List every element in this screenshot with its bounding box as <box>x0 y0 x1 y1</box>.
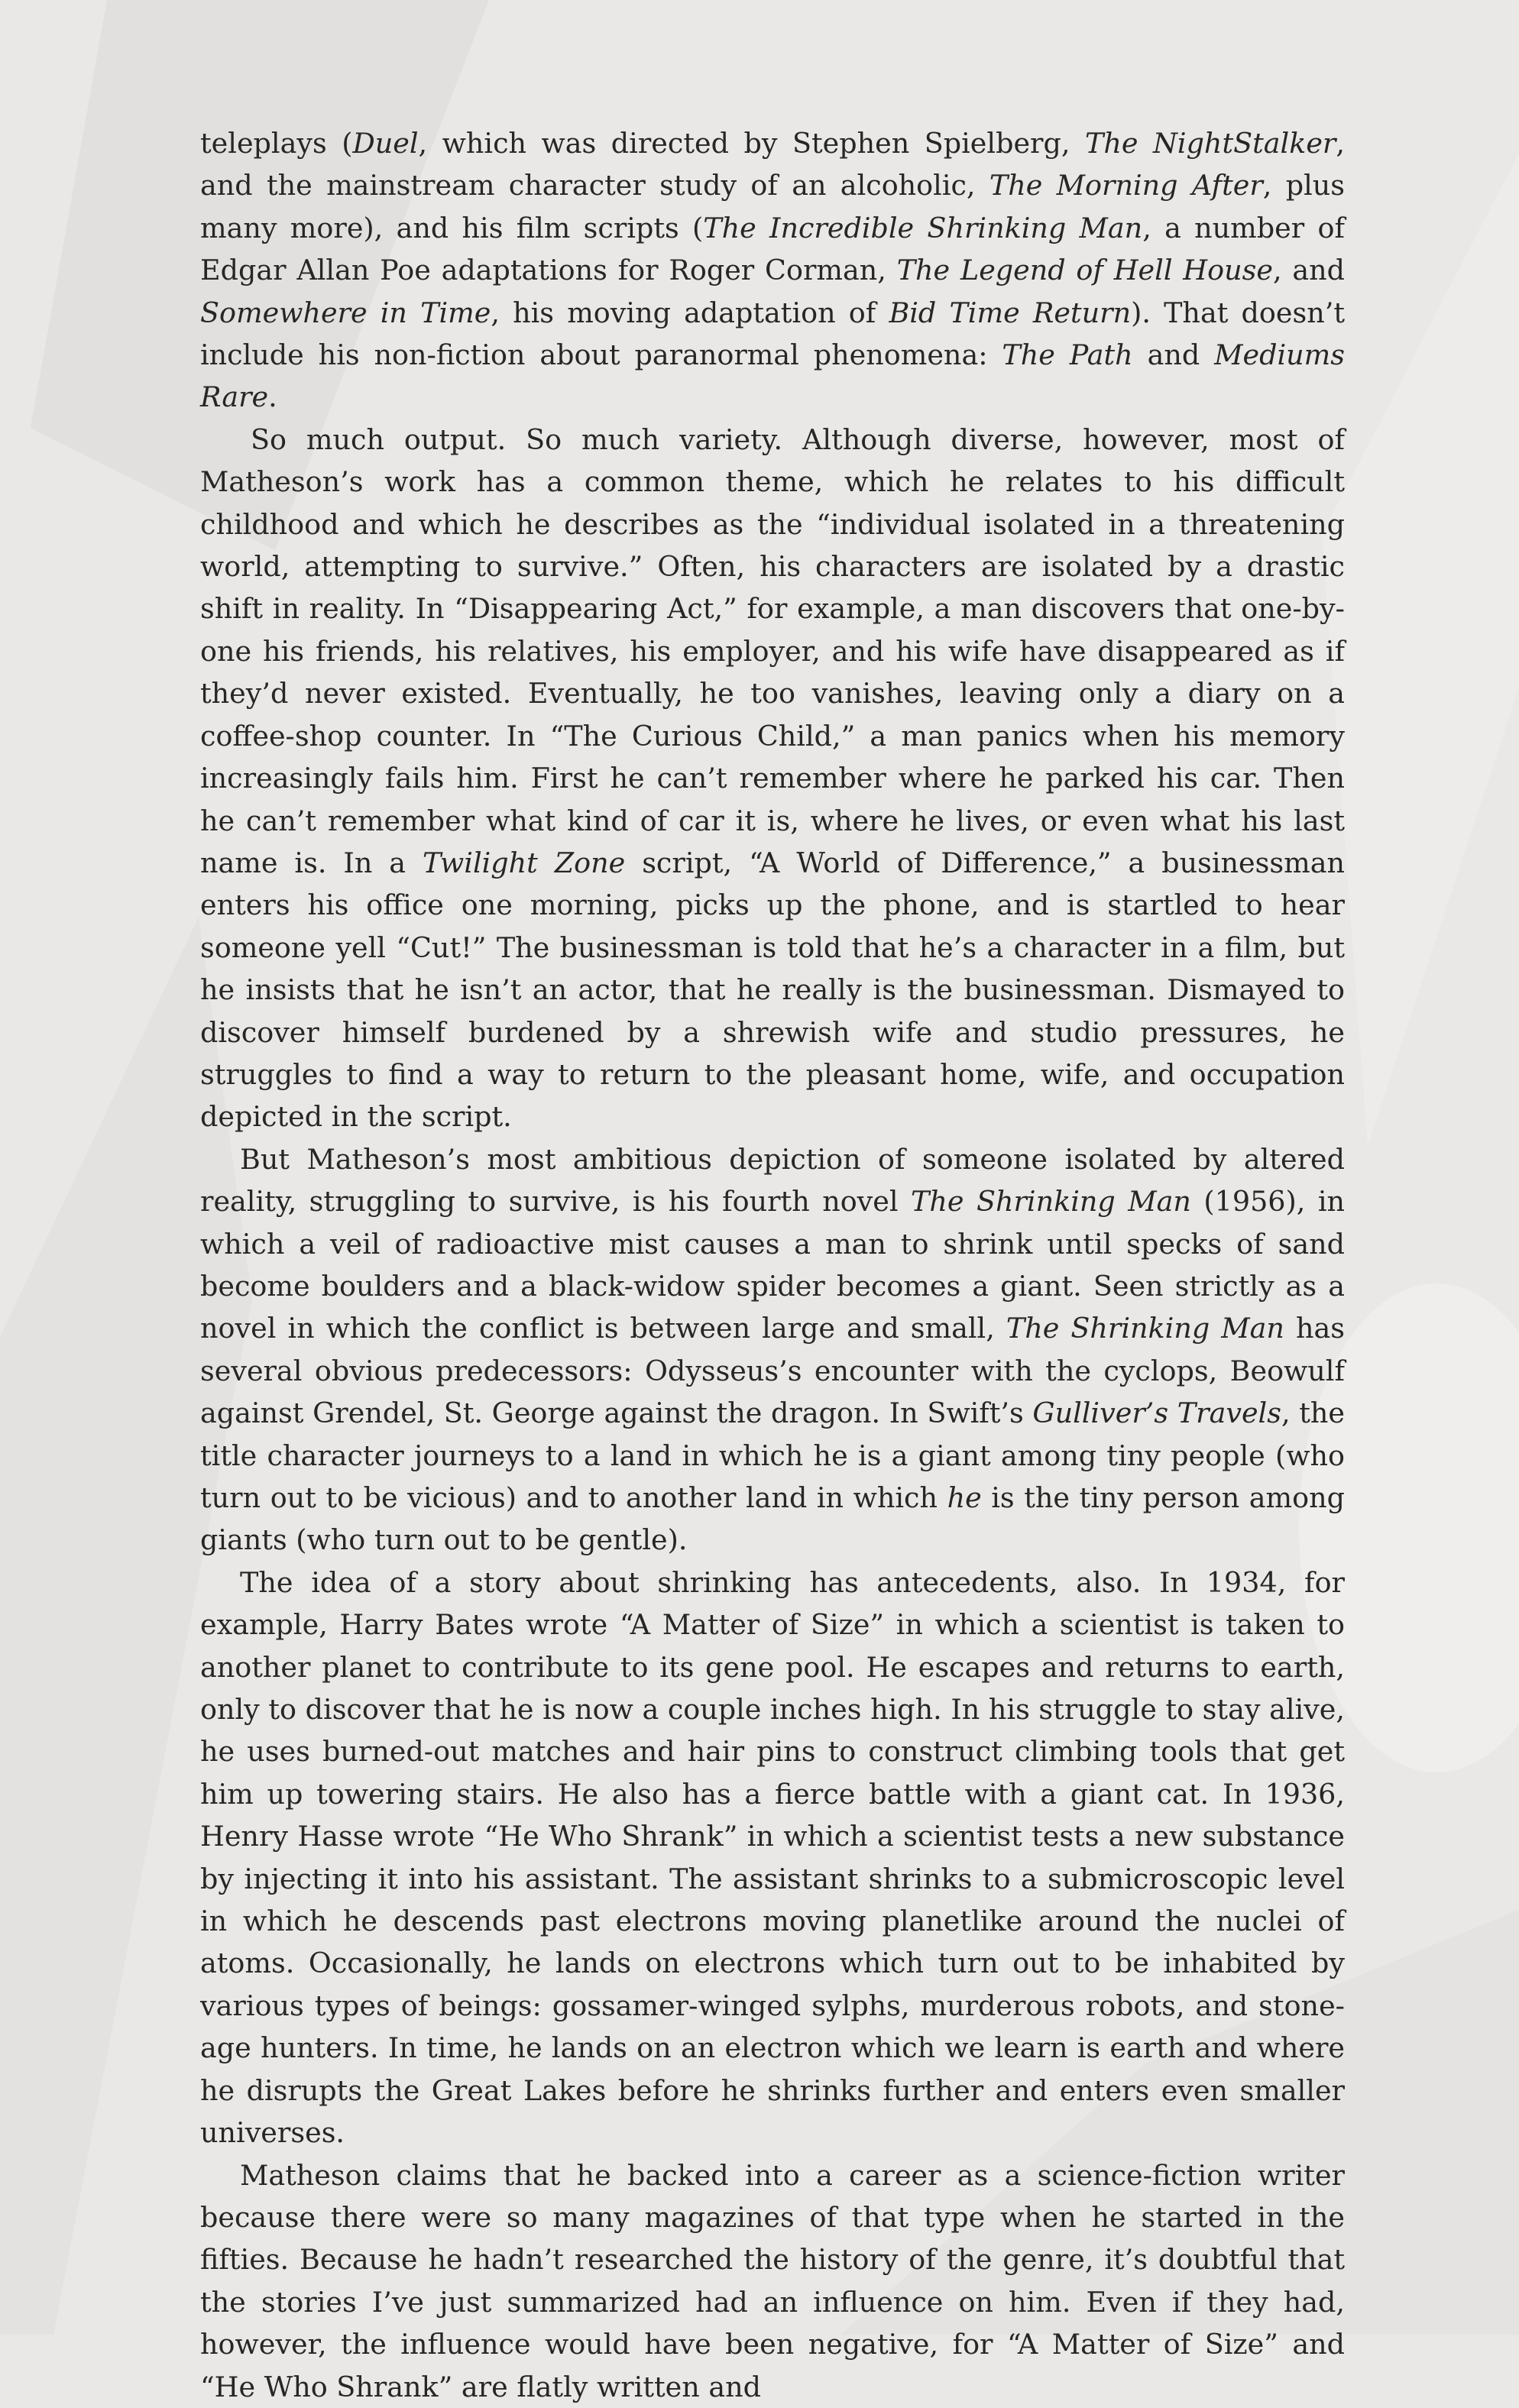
italic-title-text: Duel <box>352 127 419 160</box>
text-run: script, “A World of Difference,” a businessman enters his office one morning, picks up the phone, and is startled to hear someone yell “Cut!” The businessman is told that he’s a character in a film, but he insists that he isn’t an actor, that he really is the businessman. Dismayed to discover himself burdened by a shrewish wife and studio pressures, he struggles to find a way to return to the pleasant home, wife, and occupation depicted in the script. <box>200 846 1345 1134</box>
italic-title-text: Gulliver’s Travels <box>1032 1397 1281 1430</box>
text-run: teleplays ( <box>200 127 353 160</box>
text-run: has several obvious predecessors: Odysseus’s encounter with the cyclops, Beowulf against Grendel, St. George against the dragon. In Swift’s <box>200 1312 1345 1430</box>
italic-title-text: Somewhere in Time <box>200 296 491 329</box>
text-run: ). That doesn’t include his non-fiction about paranormal phenomena: <box>200 296 1345 372</box>
italic-title-text: The Morning After <box>989 169 1263 202</box>
italic-title-text: Bid Time Return <box>889 296 1132 329</box>
text-run: The idea of a story about shrinking has antecedents, also. In 1934, for example, Harry Bates wrote “A Matter of Size” in which a scientist is taken to another planet to contribute to its gene pool. He escapes and returns to earth, only to discover that he is now a couple inches high. In his struggle to stay alive, he uses burned-out matches and hair pins to construct climbing tools that get him up towering stairs. He also has a fierce battle with a giant cat. In 1936, Henry Hasse wrote “He Who Shrank” in which a scientist tests a new substance by injecting it into his assistant. The assistant shrinks to a submicroscopic level in which he descends past electrons moving planetlike around the nuclei of atoms. Occasionally, he lands on electrons which turn out to be inhabited by various types of beings: gossamer-winged sylphs, murderous robots, and stone-age hunters. In time, he lands on an electron which we learn is earth and where he disrupts the Great Lakes before he shrinks further and enters even smaller universes. <box>200 1565 1345 2150</box>
text-run: . <box>268 380 277 414</box>
italic-title-text: The Shrinking Man <box>911 1185 1191 1219</box>
text-run: , the title character journeys to a land in which he is a giant among tiny people (who turn out to be vicious) and to another land in which <box>200 1397 1345 1514</box>
italic-title-text: The Legend of Hell House <box>896 254 1273 287</box>
paragraph <box>200 1562 1345 2154</box>
text-run: , and <box>1272 254 1345 287</box>
italic-title-text: The NightStalker <box>1084 127 1336 160</box>
text-run: , plus many more), and his film scripts ( <box>200 169 1345 244</box>
text-run: Matheson claims that he backed into a career as a science-fiction writer because there were so many magazines of that type when he started in the fifties. Because he hadn’t researched the history of the genre, it’s doubtful that the stories I’ve just summarized had an influence on him. Even if they had, however, the influence would have been negative, for “A Matter of Size” and “He Who Shrank” are flatly written and <box>200 2158 1345 2403</box>
text-run: , his moving adaptation of <box>491 296 889 329</box>
paragraph <box>200 419 1345 1138</box>
italic-title-text: he <box>947 1481 982 1514</box>
text-run: , a number of Edgar Allan Poe adaptations for Roger Corman, <box>200 211 1345 287</box>
text-run: (1956), in which a veil of radioactive mist causes a man to shrink until specks of sand become boulders and a black-widow spider becomes a giant. Seen strictly as a novel in which the conflict is between large and small, <box>200 1185 1346 1345</box>
text-run: , and the mainstream character study of an alcoholic, <box>200 127 1345 202</box>
text-run: , which was directed by Stephen Spielberg, <box>418 127 1085 160</box>
italic-title-text: Mediums Rare <box>200 338 1345 414</box>
italic-title-text: Twilight Zone <box>423 846 626 879</box>
text-run: So much output. So much variety. Although diverse, however, most of Matheson’s work has a common theme, which he relates to his difficult childhood and which he describes as the “individual isolated in a threatening world, attempting to survive.” Often, his characters are isolated by a drastic shift in reality. In “Disappearing Act,” for example, a man discovers that one-by-one his friends, his relatives, his employer, and his wife have disappeared as if they’d never existed. Eventually, he too vanishes, leaving only a diary on a coffee-shop counter. In “The Curious Child,” a man panics when his memory increasingly fails him. First he can’t remember where he parked his car. Then he can’t remember what kind of car it is, where he lives, or even what his last name is. In a <box>200 422 1345 879</box>
body-text <box>200 122 1345 2408</box>
italic-title-text: The Incredible Shrinking Man <box>703 211 1143 244</box>
paragraph <box>200 2154 1345 2408</box>
text-run: is the tiny person among giants (who turn out to be gentle). <box>200 1481 1346 1557</box>
paragraph <box>200 122 1345 419</box>
text-run: and <box>1132 338 1215 372</box>
text-run: But Matheson’s most ambitious depiction of someone isolated by altered reality, struggling to survive, is his fourth novel <box>200 1142 1345 1219</box>
italic-title-text: The Shrinking Man <box>1006 1312 1284 1345</box>
italic-title-text: The Path <box>1002 338 1133 372</box>
paragraph <box>200 1138 1345 1562</box>
